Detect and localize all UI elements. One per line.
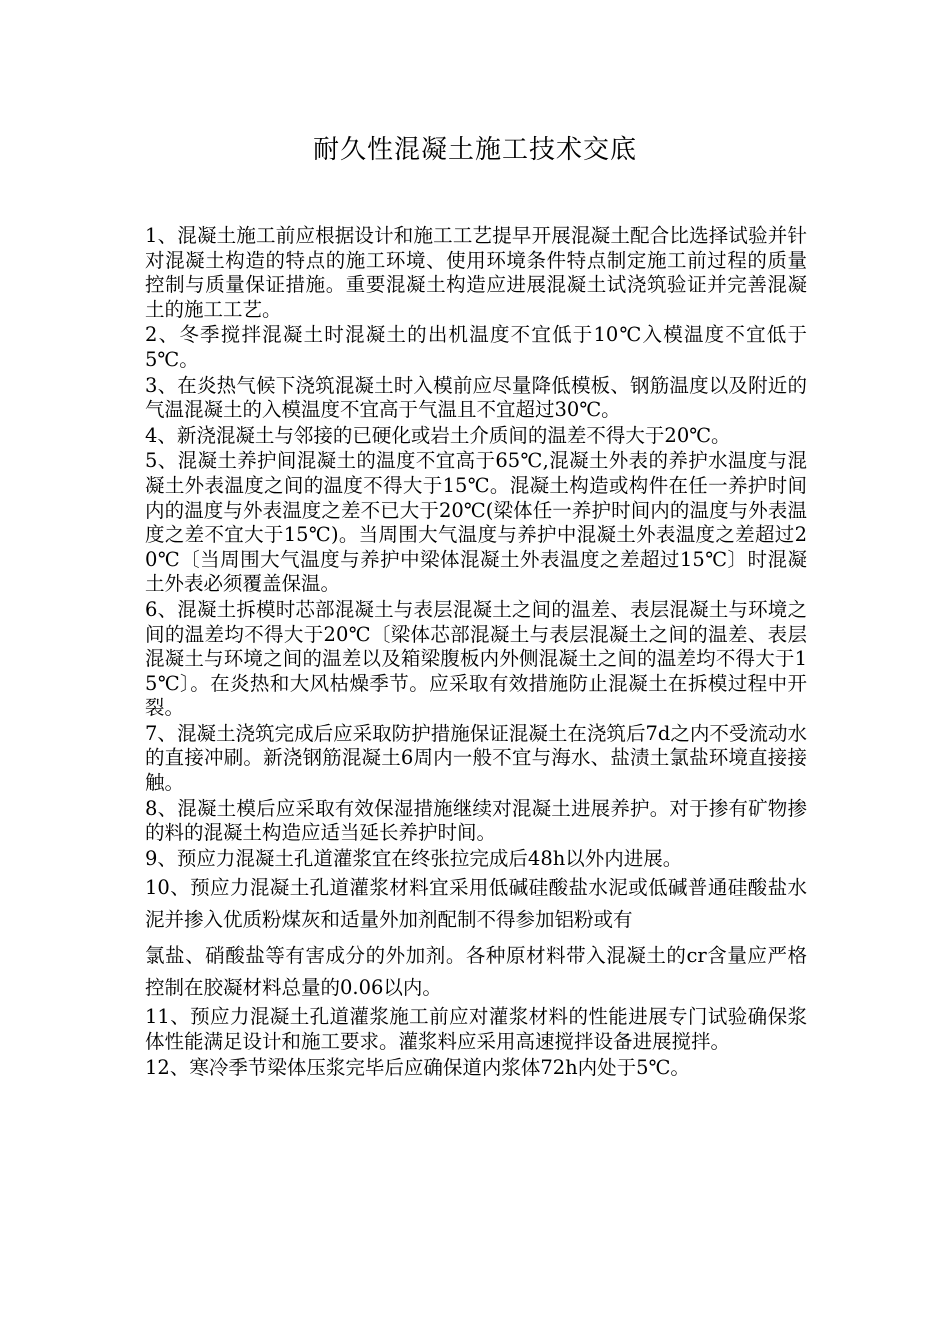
paragraph-10-continued: 氯盐、硝酸盐等有害成分的外加剂。各种原材料带入混凝土的cr含量应严格控制在胶凝材料总量的0.06以内。 xyxy=(145,944,807,1000)
paragraph-2: 2、冬季搅拌混凝土时混凝土的出机温度不宜低于10℃入模温度不宜低于5℃。 xyxy=(145,323,807,371)
paragraph-12: 12、寒冷季节梁体压浆完毕后应确保道内浆体72h内处于5℃。 xyxy=(145,1055,690,1079)
paragraph-7: 7、混凝土浇筑完成后应采取防护措施保证混凝土在浇筑后7d之内不受流动水的直接冲刷。新浇钢筋混凝土6周内一般不宜与海水、盐渍土氯盐环境直接接触。 xyxy=(145,721,807,795)
document-body xyxy=(145,224,807,1081)
paragraph-10: 10、预应力混凝土孔道灌浆材料宜采用低碱硅酸盐水泥或低碱普通硅酸盐水泥并掺入优质粉煤灰和适量外加剂配制不得参加铝粉或有 xyxy=(145,876,807,932)
paragraph-5: 5、混凝土养护间混凝土的温度不宜高于65℃,混凝土外表的养护水温度与混凝土外表温度之间的温度不得大于15℃。混凝土构造或构件在任一养护时间内的温度与外表温度之差不已大于20℃(梁体任一养护时间内的温度与外表温度之差不宜大于15℃)。当周围大气温度与养护中混凝土外表温度之差超过20℃〔当周围大气温度与养护中梁体混凝土外表温度之差超过15℃〕时混凝土外表必须覆盖保温。 xyxy=(145,449,807,596)
paragraph-1: 1、混凝土施工前应根据设计和施工工艺提早开展混凝土配合比选择试验并针对混凝土构造的特点的施工环境、使用环境条件特点制定施工前过程的质量控制与质量保证措施。重要混凝土构造应进展混凝土试浇筑验证并完善混凝土的施工工艺。 xyxy=(145,224,807,321)
document-title: 耐久性混凝土施工技术交底 xyxy=(312,135,637,165)
paragraph-3: 3、在炎热气候下浇筑混凝土时入模前应尽量降低模板、钢筋温度以及附近的气温混凝土的入模温度不宜高于气温且不宜超过30℃。 xyxy=(145,373,807,422)
paragraph-9: 9、预应力混凝土孔道灌浆宜在终张拉完成后48h以外内进展。 xyxy=(145,846,683,870)
paragraph-11: 11、预应力混凝土孔道灌浆施工前应对灌浆材料的性能进展专门试验确保浆体性能满足设计和施工要求。灌浆料应采用高速搅拌设备进展搅拌。 xyxy=(145,1005,807,1054)
paragraph-6: 6、混凝土拆模时芯部混凝土与表层混凝土之间的温差、表层混凝土与环境之间的温差均不得大于20℃〔梁体芯部混凝土与表层混凝土之间的温差、表层混凝土与环境之间的温差以及箱梁腹板内外侧混凝土之间的温差均不得大于15℃〕。在炎热和大风枯燥季节。应采取有效措施防止混凝土在拆模过程中开裂。 xyxy=(145,597,807,720)
paragraph-8: 8、混凝土模后应采取有效保湿措施继续对混凝土进展养护。对于掺有矿物掺的料的混凝土构造应适当延长养护时间。 xyxy=(145,796,807,845)
paragraph-4: 4、新浇混凝土与邻接的已硬化或岩土介质间的温差不得大于20℃。 xyxy=(145,423,731,447)
